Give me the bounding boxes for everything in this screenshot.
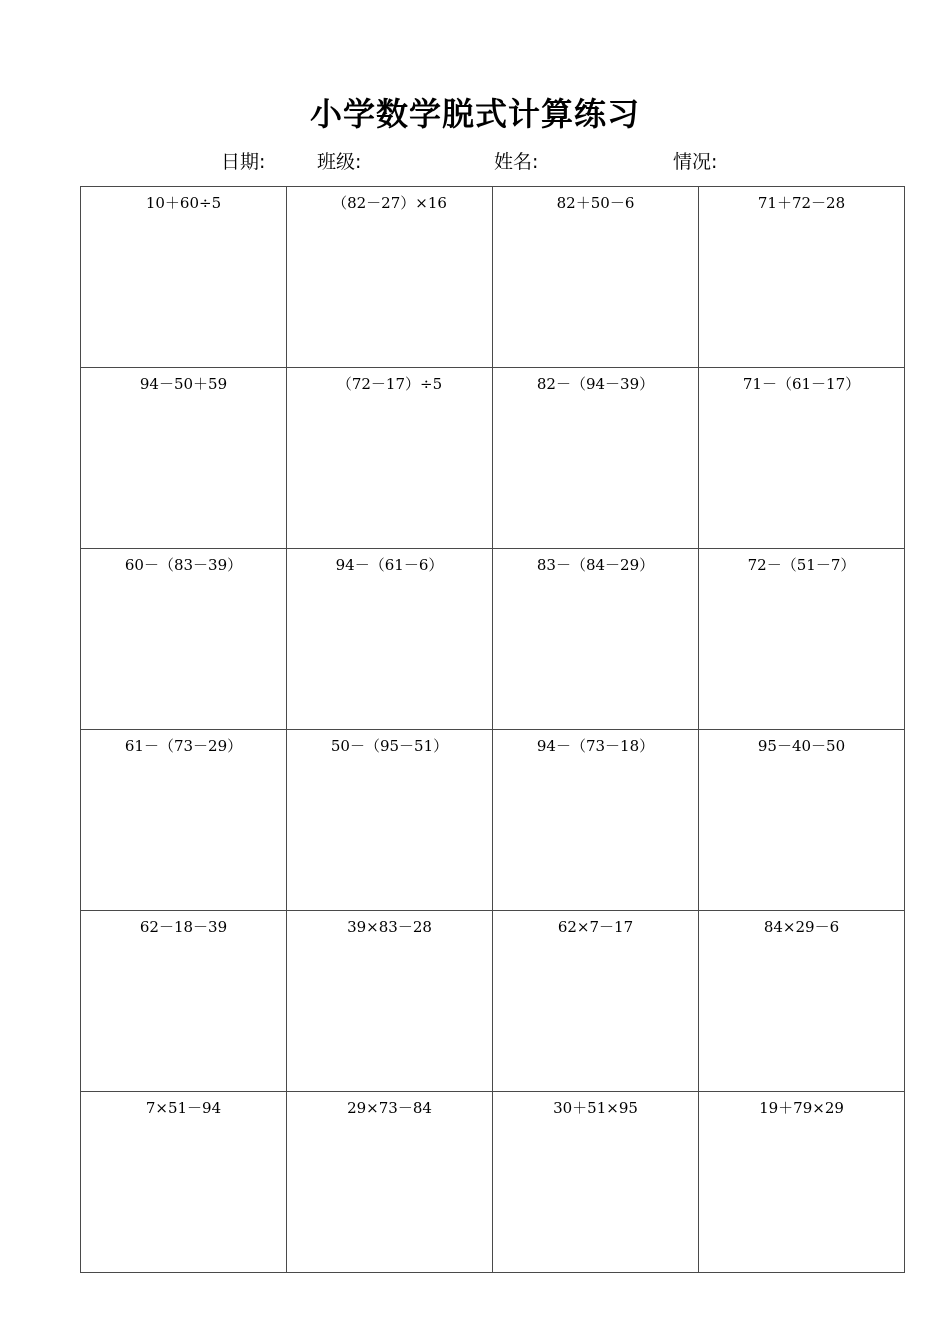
date-label: 日期: bbox=[221, 151, 266, 173]
grid-row bbox=[81, 187, 905, 368]
problem-cell: 94－（73－18） bbox=[493, 730, 699, 911]
problem-cell: 19＋79×29 bbox=[699, 1092, 905, 1273]
problem-cell: 94－50＋59 bbox=[81, 368, 287, 549]
problem-cell: 30＋51×95 bbox=[493, 1092, 699, 1273]
problem-cell: 7×51－94 bbox=[81, 1092, 287, 1273]
problem-cell: 10＋60÷5 bbox=[81, 187, 287, 368]
problem-cell: （82－27）×16 bbox=[287, 187, 493, 368]
problem-cell: 95－40－50 bbox=[699, 730, 905, 911]
problem-cell: 61－（73－29） bbox=[81, 730, 287, 911]
problem-cell: 71－（61－17） bbox=[699, 368, 905, 549]
grid-row bbox=[81, 549, 905, 730]
problem-cell: 82＋50－6 bbox=[493, 187, 699, 368]
class-label: 班级: bbox=[317, 151, 362, 173]
problem-cell: 39×83－28 bbox=[287, 911, 493, 1092]
page-title: 小学数学脱式计算练习 bbox=[309, 95, 640, 133]
problem-cell: 72－（51－7） bbox=[699, 549, 905, 730]
problem-cell: 50－（95－51） bbox=[287, 730, 493, 911]
problem-cell: 29×73－84 bbox=[287, 1092, 493, 1273]
problem-cell: 62×7－17 bbox=[493, 911, 699, 1092]
problem-grid bbox=[80, 186, 905, 1273]
problem-cell: 94－（61－6） bbox=[287, 549, 493, 730]
problem-cell: 84×29－6 bbox=[699, 911, 905, 1092]
problem-cell: （72－17）÷5 bbox=[287, 368, 493, 549]
problem-cell: 83－（84－29） bbox=[493, 549, 699, 730]
problem-cell: 62－18－39 bbox=[81, 911, 287, 1092]
grid-row bbox=[81, 1092, 905, 1273]
grid-row bbox=[81, 368, 905, 549]
grid-row bbox=[81, 730, 905, 911]
grid-row bbox=[81, 911, 905, 1092]
problem-cell: 82－（94－39） bbox=[493, 368, 699, 549]
problem-cell: 60－（83－39） bbox=[81, 549, 287, 730]
problem-cell: 71＋72－28 bbox=[699, 187, 905, 368]
status-label: 情况: bbox=[673, 151, 718, 173]
name-label: 姓名: bbox=[494, 151, 539, 173]
